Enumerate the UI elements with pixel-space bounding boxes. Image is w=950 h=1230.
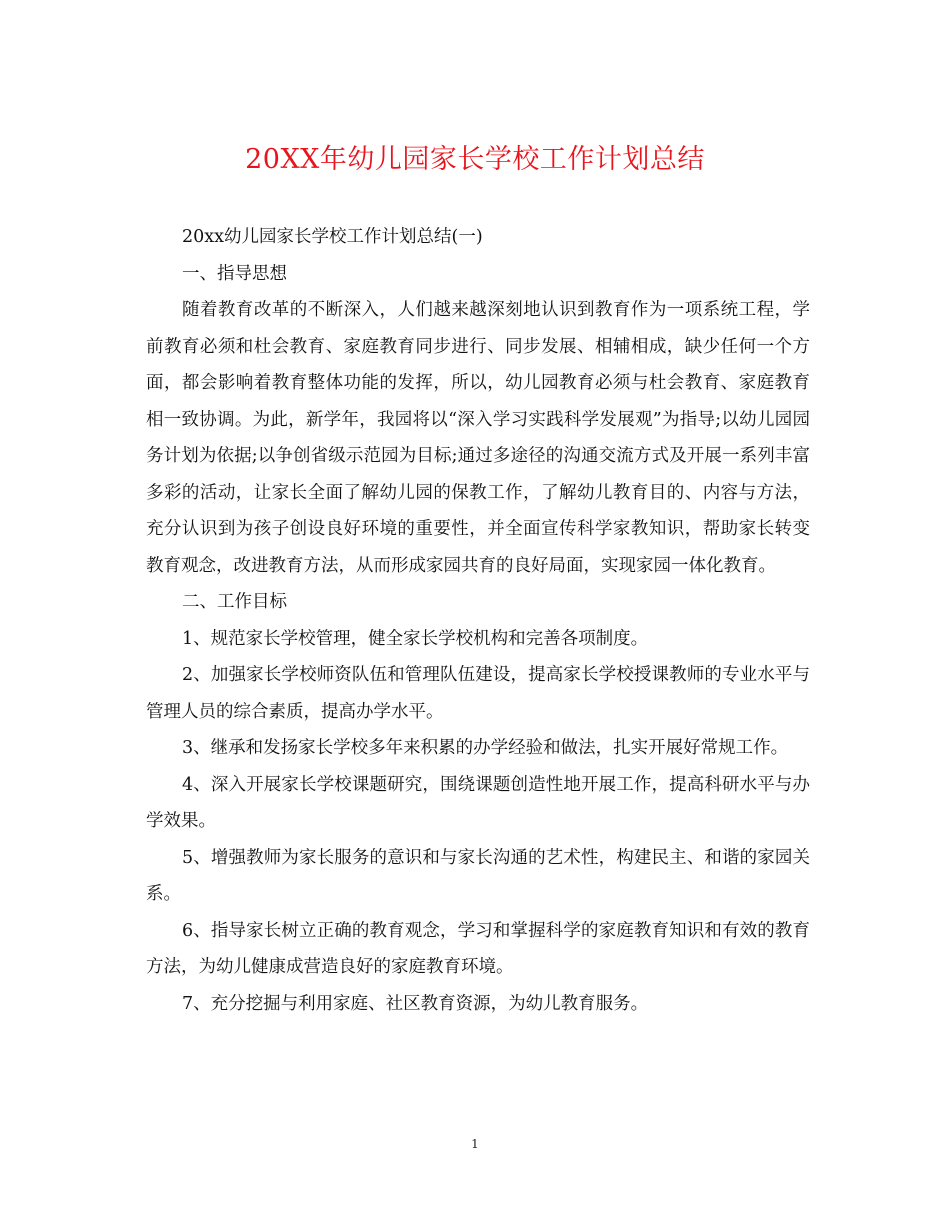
section-heading-subtitle: 20xx幼儿园家长学校工作计划总结(一) — [182, 227, 483, 247]
section-heading-guiding-thought: 一、指导思想 — [182, 263, 287, 284]
goal-item-7: 7、充分挖掘与利用家庭、社区教育资源，为幼儿教育服务。 — [182, 993, 649, 1014]
goal-item-2: 2、加强家长学校师资队伍和管理队伍建设，提高家长学校授课教师的专业水平与管理人员的综合素质，提高办学水平。 — [146, 665, 810, 722]
goal-item-4: 4、深入开展家长学校课题研究，围绕课题创造性地开展工作，提高科研水平与办学效果。 — [146, 774, 810, 831]
paragraph-guiding-thought: 随着教育改革的不断深入，人们越来越深刻地认识到教育作为一项系统工程，学前教育必须和杜会教育、家庭教育同步进行、同步发展、相辅相成，缺少任何一个方面，都会影响着教育整体功能的发挥，所以，幼儿园教育必须与杜会教育、家庭教育相一致协调。为此，新学年，我园将以“深入学习实践科学发展观”为指导;以幼儿园园务计划为依据;以争创省级示范园为目标;通过多途径的沟通交流方式及开展一系列丰富多彩的活动，让家长全面了解幼儿园的保教工作，了解幼儿教育目的、内容与方法，充分认识到为孩子创设良好环境的重要性，并全面宣传科学家教知识，帮助家长转变教育观念，改进教育方法，从而形成家园共育的良好局面，实现家园一体化教育。 — [146, 300, 810, 576]
goal-item-6: 6、指导家长树立正确的教育观念，学习和掌握科学的家庭教育知识和有效的教育方法，为幼儿健康成营造良好的家庭教育环境。 — [146, 920, 810, 977]
page-number: 1 — [471, 1137, 479, 1151]
goal-item-1: 1、规范家长学校管理，健全家长学校机构和完善各项制度。 — [182, 628, 649, 649]
document-title: 20XX年幼儿园家长学校工作计划总结 — [245, 144, 705, 175]
goal-item-3: 3、继承和发扬家长学校多年来积累的办学经验和做法，扎实开展好常规工作。 — [182, 738, 789, 758]
document-body — [146, 219, 810, 1022]
section-heading-work-goals: 二、工作目标 — [182, 592, 287, 612]
goal-item-5: 5、增强教师为家长服务的意识和与家长沟通的艺术性，构建民主、和谐的家园关系。 — [146, 847, 810, 904]
